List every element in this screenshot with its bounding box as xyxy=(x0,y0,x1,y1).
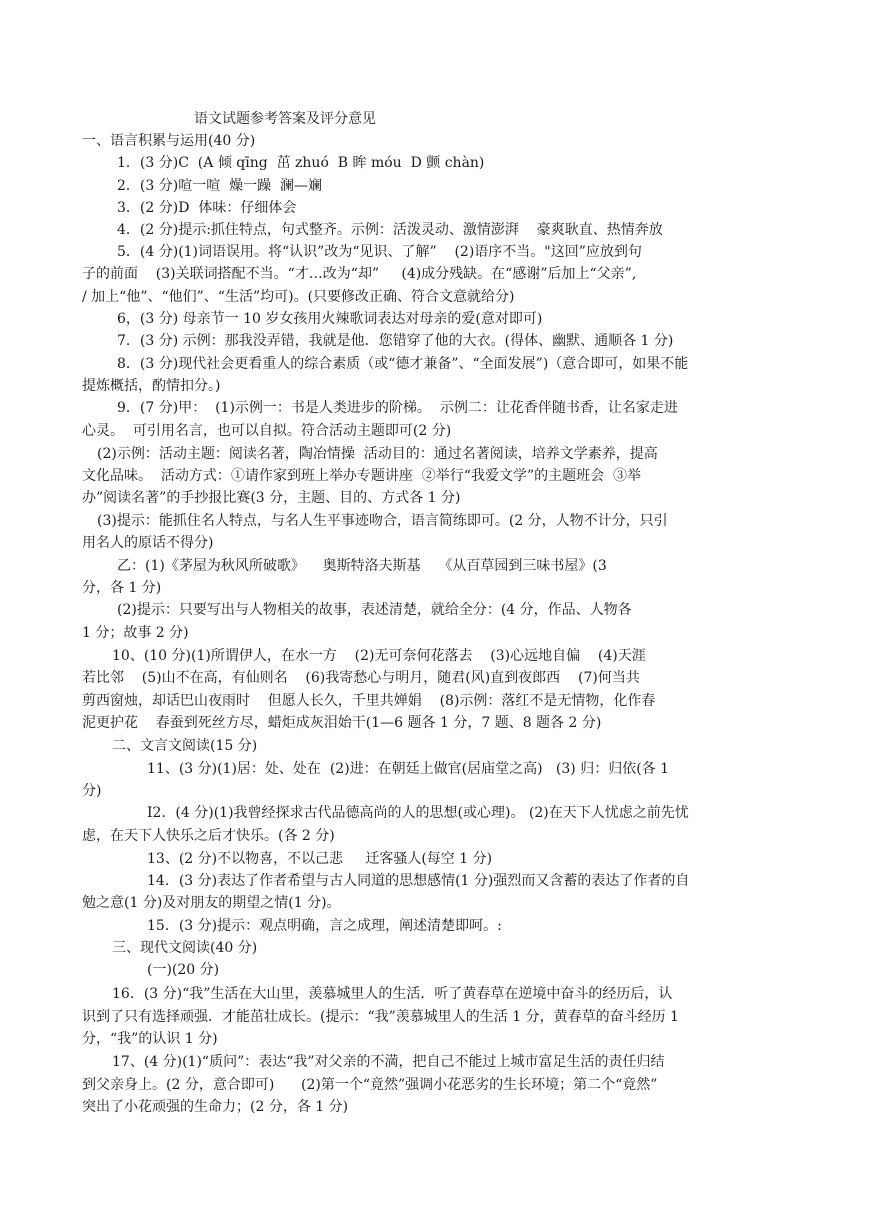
text-line: 文化品味。 活动方式：①请作家到班上举办专题讲座 ②举行“我爱文学”的主题班会 ③举 xyxy=(82,468,642,484)
text-line: 到父亲身上。(2 分，意合即可) (2)第一个“竟然”强调小花恶劣的生长环境；第二个“竟然” xyxy=(82,1077,658,1093)
text-line: 5．(4 分)(1)词语误用。将“认识”改为“见识、了解” (2)语序不当。"这回”应放到句 xyxy=(117,244,642,260)
text-line: 1 分；故事 2 分) xyxy=(82,625,189,641)
text-line: 乙：(1)《茅屋为秋风所破歌》 奥斯特洛夫斯基 《从百草园到三味书屋》(3 xyxy=(117,558,607,574)
text-line: 14．(3 分)表达了作者希望与古人同道的思想感情(1 分)强烈而又含蓄的表达了作者的自 xyxy=(147,873,690,889)
text-line: 提炼概括，酌情扣分。) xyxy=(82,378,221,394)
text-line: 心灵。 可引用名言，也可以自拟。符合活动主题即可(2 分) xyxy=(82,423,452,439)
text-line: 4．(2 分)提示:抓住特点，句式整齐。示例：活泼灵动、激情澎湃 豪爽耿直、热情奔放 xyxy=(117,222,663,238)
text-line: 7．(3 分) 示例：那我没弄错，我就是他．您错穿了他的大衣。(得体、幽默、通顺各 1 分) xyxy=(117,333,674,349)
text-line: 剪西窗烛，却话巴山夜雨时 但愿人长久，千里共婵娟 (8)示例：落红不是无情物，化作春 xyxy=(82,693,656,709)
text-line: 分) xyxy=(82,783,102,799)
text-line: 3．(2 分)D 体味：仔细体会 xyxy=(117,200,297,216)
text-line: 分，各 1 分) xyxy=(82,580,162,596)
text-line: (3)提示：能抓住名人特点，与名人生平事迹吻合，语言简练即可。(2 分，人物不计分，只引 xyxy=(97,513,668,529)
text-line: 办”阅读名著”的手抄报比赛(3 分，主题、目的、方式各 1 分) xyxy=(82,490,461,506)
text-line: I2．(4 分)(1)我曾经探求古代品德高尚的人的思想(或心理)。 (2)在天下人忧虑之前先忧 xyxy=(147,805,689,821)
text-line: 6，(3 分) 母亲节一 10 岁女孩用火辣歌词表达对母亲的爱(意对即可) xyxy=(117,311,543,327)
text-line: / 加上“他”、“他们”、“生活”均可)。(只要修改正确、符合文意就给分) xyxy=(82,289,515,305)
text-line: 10、(10 分)(1)所谓伊人，在水一方 (2)无可奈何花落去 (3)心远地自偏 (4)天涯 xyxy=(112,648,646,664)
text-line: 一、语言积累与运用(40 分) xyxy=(82,133,256,149)
text-line: 17、(4 分)(1)“质问”：表达“我”对父亲的不満，把自己不能过上城市富足生活的责任归结 xyxy=(112,1054,665,1070)
text-line: 若比邻 (5)山不在高，有仙则名 (6)我寄愁心与明月，随君(风)直到夜郎西 (7)何当共 xyxy=(82,670,640,686)
text-line: (2)示例：活动主题：阅读名著，陶冶情操 活动目的：通过名著阅读，培养文学素养，提高 xyxy=(97,446,658,462)
text-line: 虑，在天下人快乐之后才快乐。(各 2 分) xyxy=(82,828,335,844)
text-line: 突出了小花顽强的生命力；(2 分，各 1 分) xyxy=(82,1099,349,1115)
text-line: 13、(2 分)不以物喜，不以己悲 迁客骚人(每空 1 分) xyxy=(147,851,493,867)
text-line: 识到了只有选择顽强．才能茁壮成长。(提示：“我”羡慕城里人的生活 1 分，黄春草的奋斗经历 1 xyxy=(82,1009,679,1025)
text-line: 9．(7 分)甲： (1)示例一：书是人类进步的阶梯。 示例二：让花香伴随书香，让名家走进 xyxy=(117,400,678,416)
document-title: 语文试题参考答案及评分意见 xyxy=(194,111,376,127)
text-line: 泥更护花 春蚕到死丝方尽，蜡炬成灰泪始干(1—6 题各 1 分，7 题、8 题各 2 分) xyxy=(82,715,602,731)
text-line: 1．(3 分)C (A 倾 qīng 茁 zhuó B 眸 móu D 颤 chàn) xyxy=(117,155,485,171)
text-line: (2)提示：只要写出与人物相关的故事，表述清楚，就给全分：(4 分，作品、人物各 xyxy=(117,602,632,618)
text-line: 8．(3 分)现代社会更看重人的综合素质（或“德才兼备”、“全面发展”)（意合即可，如果不能 xyxy=(117,356,689,372)
text-line: 2．(3 分)喧一喧 燥一躁 澜—斓 xyxy=(117,178,322,194)
text-line: 11、(3 分)(1)居：处、处在 (2)进：在朝廷上做官(居庙堂之高) (3) 归：归依(各 1 xyxy=(147,761,670,777)
text-line: 16．(3 分)“我”生活在大山里，羡慕城里人的生活．听了黄春草在逆境中奋斗的经历后，认 xyxy=(112,986,673,1002)
text-line: 三、现代文阅读(40 分) xyxy=(112,940,258,956)
text-line: 子的前面 (3)关联词搭配不当。“才…改为“却” (4)成分残缺。在“感谢”后加上“父亲”, xyxy=(82,266,637,282)
text-line: 分，“我”的认识 1 分) xyxy=(82,1031,218,1047)
text-line: 15．(3 分)提示：观点明确，言之成理，阐述清楚即呵。: xyxy=(147,918,502,934)
text-line: 用名人的原话不得分) xyxy=(82,535,214,551)
text-line: 二、文言文阅读(15 分) xyxy=(112,738,258,754)
text-line: 勉之意(1 分)及对朋友的期望之情(1 分)。 xyxy=(82,895,341,911)
text-line: (一)(20 分) xyxy=(147,962,220,978)
